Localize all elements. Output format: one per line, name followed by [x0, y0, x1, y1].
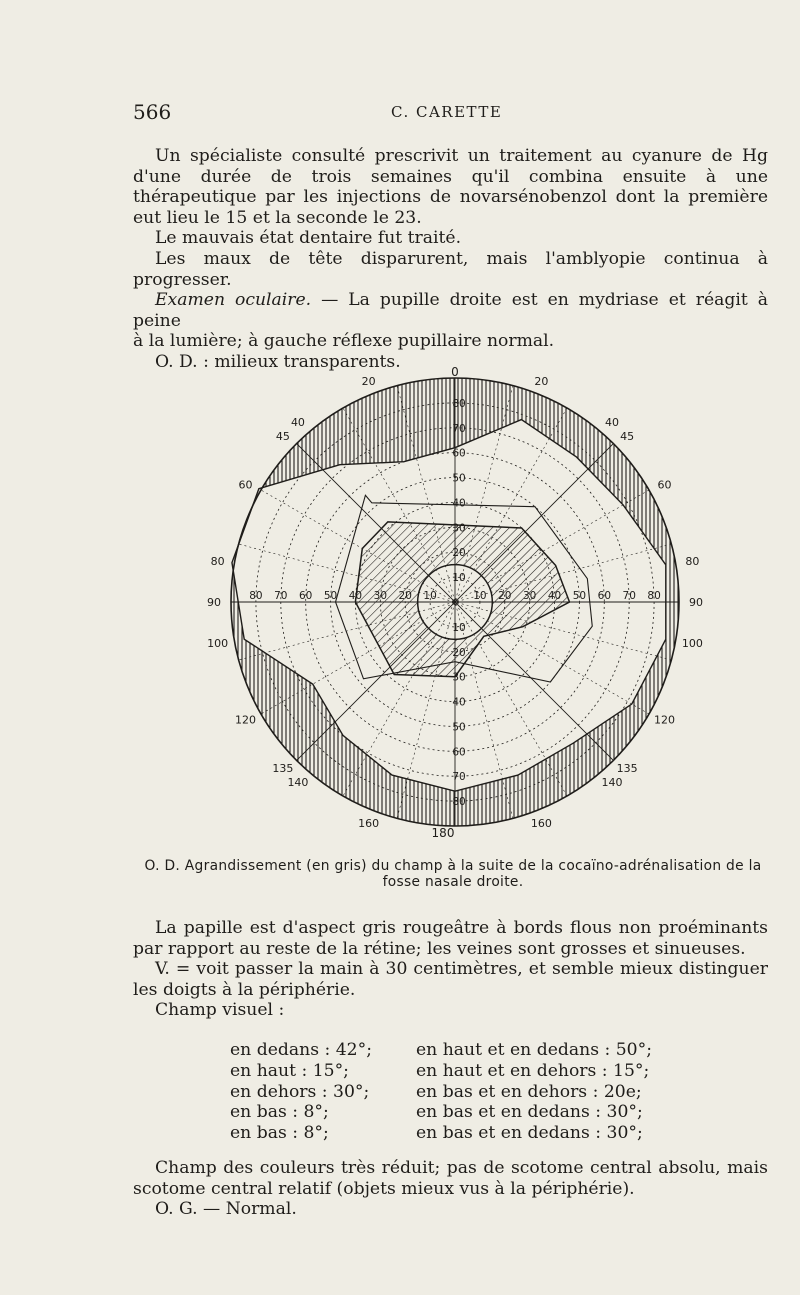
angle-label: 120	[234, 713, 256, 727]
ocular-exam-finding: — La pupille droite est en mydriase et réagit à peine	[133, 290, 768, 331]
ocular-exam-text	[133, 290, 768, 331]
radial-tick-label: 10	[423, 590, 437, 602]
angle-label: 80	[685, 555, 700, 569]
table-row	[230, 1040, 676, 1061]
radial-tick-label: 40	[547, 590, 562, 602]
page-header	[133, 100, 773, 128]
field-right-cell: en bas et en dedans : 30°;	[416, 1102, 643, 1123]
radial-tick-label: 50	[572, 590, 587, 602]
pupil-reflex-text: à la lumière; à gauche réflexe pupillaire normal.	[133, 331, 555, 352]
radial-tick-label: 30	[452, 671, 466, 684]
visual-field-table	[230, 1040, 676, 1144]
dental-text: Le mauvais état dentaire fut traité.	[155, 228, 462, 249]
angle-label: 140	[287, 776, 309, 790]
radial-tick-label: 20	[452, 547, 466, 560]
field-right-cell: en bas et en dehors : 20e;	[416, 1081, 642, 1102]
radial-tick-label: 80	[249, 590, 263, 602]
radial-tick-label: 50	[452, 472, 466, 485]
table-row	[230, 1102, 676, 1123]
table-row	[230, 1123, 676, 1144]
field-right-cell: en haut et en dedans : 50°;	[416, 1040, 652, 1060]
table-row	[230, 1082, 676, 1103]
perimetry-diagram	[207, 362, 703, 842]
radial-tick-label: 40	[452, 696, 466, 709]
radial-tick-label: 60	[597, 590, 612, 602]
running-title: C. CARETTE	[391, 103, 503, 121]
visual-field-heading: Champ visuel :	[155, 1000, 285, 1021]
field-left-cell: en bas : 8°;	[230, 1102, 329, 1123]
headache-text: Les maux de tête disparurent, mais l'amblyopie continua à progresser.	[133, 248, 768, 290]
radial-tick-label: 10	[452, 621, 466, 634]
visual-acuity-text: V. = voit passer la main à 30 centimètres, et semble mieux distinguer les doigts à la périphérie.	[133, 959, 768, 1000]
radial-tick-label: 70	[452, 422, 466, 435]
radial-tick-label: 70	[452, 771, 466, 784]
clinical-history-paragraph	[133, 146, 768, 373]
angle-label: 160	[358, 816, 380, 830]
radial-tick-label: 60	[298, 590, 313, 602]
radial-tick-label: 10	[452, 572, 466, 585]
angle-label: 100	[207, 636, 229, 650]
angle-label: 90	[689, 596, 703, 609]
radial-tick-label: 50	[323, 590, 338, 602]
angle-label: 135	[616, 762, 638, 776]
figure-caption: O. D. Agrandissement (en gris) du champ à la suite de la cocaïno-adrénalisation de la fosse nasale droite.	[144, 858, 762, 890]
radial-tick-label: 40	[452, 497, 466, 510]
papilla-text: La papille est d'aspect gris rougeâtre à bords flous non proéminants par rapport au reste de la rétine; les veines sont grosses et sinueuses.	[133, 918, 768, 959]
radial-tick-label: 30	[373, 590, 388, 602]
angle-label: 20	[361, 375, 376, 389]
angle-label: 80	[210, 555, 225, 569]
radial-tick-label: 70	[274, 590, 288, 602]
radial-tick-label: 20	[498, 590, 512, 602]
radial-tick-label: 80	[452, 796, 466, 809]
media-text: O. D. : milieux transparents.	[155, 351, 401, 372]
angle-label: 100	[681, 636, 703, 650]
angle-label: 135	[272, 762, 294, 776]
angle-label: 45	[275, 429, 290, 443]
table-row	[230, 1061, 676, 1082]
color-field-text: Champ des couleurs très réduit; pas de scotome central absolu, mais scotome central relatif (objets mieux vus à la périphérie).	[133, 1158, 768, 1199]
angle-label: 160	[530, 816, 552, 830]
radial-tick-label: 30	[452, 522, 466, 535]
radial-tick-label: 10	[473, 590, 487, 602]
angle-label: 120	[654, 713, 676, 727]
radial-tick-label: 20	[398, 590, 412, 602]
angle-label: 40	[290, 415, 305, 429]
angle-label: 90	[207, 596, 221, 609]
angle-label: 140	[601, 776, 623, 790]
meridian-label-bottom: 180	[431, 826, 455, 840]
radial-tick-label: 50	[452, 721, 466, 734]
page-number: 566	[133, 100, 172, 124]
left-eye-text: O. G. — Normal.	[155, 1199, 297, 1220]
radial-tick-label: 20	[452, 646, 466, 659]
angle-label: 60	[238, 478, 253, 492]
field-left-cell: en bas : 8°;	[230, 1123, 329, 1144]
field-left-cell: en dehors : 30°;	[230, 1081, 370, 1102]
conclusion-paragraph	[133, 1158, 768, 1220]
treatment-text: Un spécialiste consulté prescrivit un traitement au cyanure de Hg d'une durée de trois semaines qu'il combina ensuite à une thérapeutique par les injections de novarsénobenzol dont la première eut lieu le 15 et la seconde le 23.	[133, 146, 768, 228]
radial-tick-label: 60	[452, 746, 466, 759]
field-left-cell: en haut : 15°;	[230, 1060, 349, 1081]
angle-label: 45	[620, 429, 635, 443]
angle-label: 20	[534, 375, 549, 389]
radial-tick-label: 30	[522, 590, 537, 602]
field-right-cell: en haut et en dehors : 15°;	[416, 1060, 650, 1081]
radial-tick-label: 40	[348, 590, 363, 602]
meridian-label-top: 0	[451, 365, 459, 379]
visual-field-chart	[207, 362, 703, 842]
angle-label: 40	[605, 415, 620, 429]
radial-tick-label: 70	[622, 590, 636, 602]
radial-tick-label: 60	[452, 447, 466, 460]
field-right-cell: en bas et en dedans : 30°;	[416, 1123, 643, 1144]
ocular-exam-label: Examen oculaire.	[155, 290, 312, 311]
field-left-cell: en dedans : 42°;	[230, 1040, 372, 1060]
angle-label: 60	[657, 478, 672, 492]
radial-tick-label: 80	[452, 397, 466, 410]
exam-paragraph	[133, 918, 768, 1021]
radial-tick-label: 80	[647, 590, 661, 602]
